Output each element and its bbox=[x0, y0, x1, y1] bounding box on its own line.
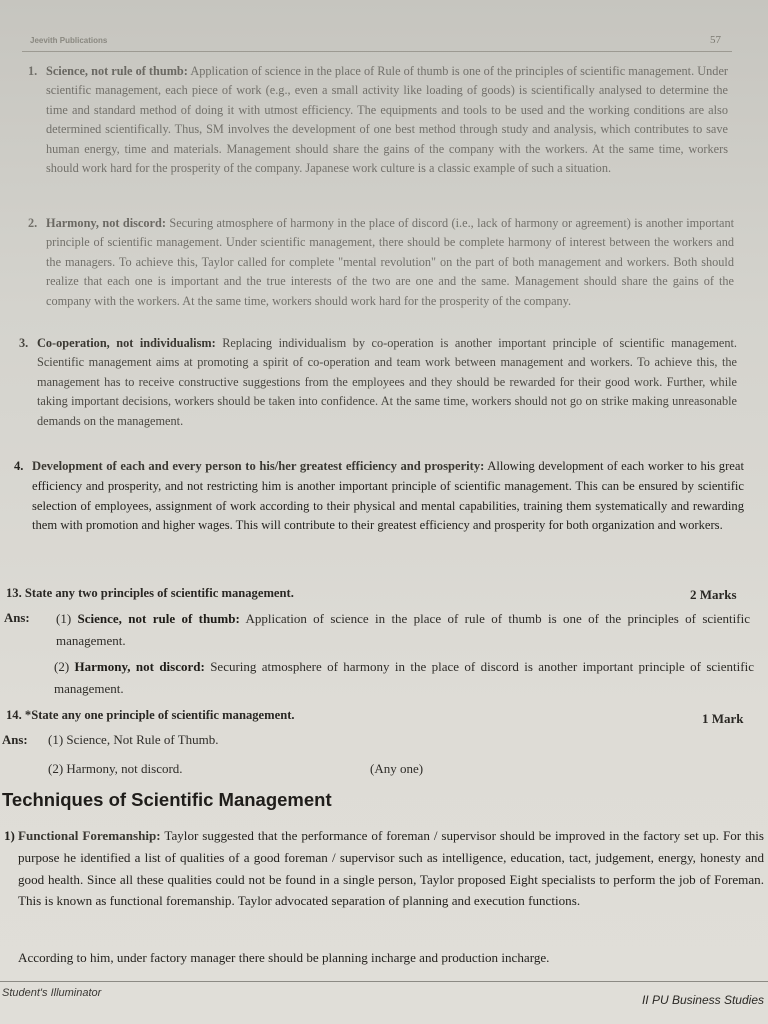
question-14-any-one: (Any one) bbox=[370, 761, 424, 776]
planning-incharge-para: According to him, under factory manager there should be planning incharge and production incharge. bbox=[18, 950, 550, 965]
answer-1-number: (1) bbox=[56, 611, 72, 626]
principle-1-title: Science, not rule of thumb: bbox=[46, 64, 188, 78]
principle-2-number: 2. bbox=[28, 216, 38, 230]
principle-2-body: Securing atmosphere of harmony in the place of discord (i.e., lack of harmony or agreement) is another important principle of scientific management. Under scientific management, there should be complete harmony of interest between the workers and the managers. To achieve this, Taylor called for complete "mental revolution" on the part of both management and workers. Both should realize that each one is important and the true interests of the two are one and the same. Management should share the gains of the company with the workers. At the same time, workers should work hard for the prosperity of the company. bbox=[46, 216, 735, 308]
question-14-answer-1: (1) Science, Not Rule of Thumb. bbox=[48, 732, 219, 747]
answer-2-title: Harmony, not discord: bbox=[74, 659, 205, 674]
question-14: 14. *State any one principle of scientific management. bbox=[6, 708, 295, 722]
principle-3-title: Co-operation, not individualism: bbox=[37, 336, 216, 350]
section-title: Techniques of Scientific Management bbox=[2, 789, 332, 810]
technique-1-body: Taylor suggested that the performance of foreman / supervisor should be improved in the factory set up. For this purpose he identified a list of qualities of a good foreman / supervisor such as intelligence, education, tact, judgement, energy, honesty and good health. Since all these qualities could not be found in a single person, Taylor proposed Eight specialists to perform the job of Foreman. This is known as functional foremanship. Taylor advocated separation of planning and execution functions. bbox=[18, 828, 764, 909]
principle-3-body: Replacing individualism by co-operation is another important principle of scientific management. Scientific management aims at promoting a spirit of co-operation and team work between management and workers. To achieve this, the management has to receive constructive suggestions from the employees and they should be rewarded for their good work. Further, while taking important decisions, workers should be taken into confidence. At the same time, workers should not go on strike making unreasonable demands on the management. bbox=[37, 336, 738, 428]
publisher-name: Jeevith Publications bbox=[30, 36, 108, 45]
question-14-marks: 1 Mark bbox=[702, 711, 744, 726]
principle-2 bbox=[28, 214, 735, 311]
principle-4 bbox=[14, 457, 744, 536]
principle-4-title: Development of each and every person to his/her greatest efficiency and prosperity: bbox=[32, 459, 485, 473]
answer-2-body: Securing atmosphere of harmony in the place of discord is another important principle of scientific management. bbox=[54, 659, 754, 696]
footer-divider bbox=[0, 981, 768, 982]
question-13-answer-2 bbox=[54, 656, 754, 700]
principle-2-title: Harmony, not discord: bbox=[46, 216, 166, 230]
answer-2-number: (2) bbox=[54, 659, 70, 674]
footer-subject: II PU Business Studies bbox=[641, 993, 764, 1007]
technique-1-number: 1) bbox=[4, 828, 15, 843]
principle-1-number: 1. bbox=[28, 64, 38, 78]
principle-4-body: Allowing development of each worker to his great efficiency and prosperity, and not restricting him is another important principle of scientific management. This can be ensured by scientific selection of employees, assignment of work according to their physical and mental capabilities, training them systematically and rewarding them with promotion and higher wages. This will contribute to their greatest efficiency and prosperity for both organization and workers. bbox=[32, 459, 744, 533]
question-14-answer-2: (2) Harmony, not discord. bbox=[48, 761, 183, 776]
answer-1-title: Science, not rule of thumb: bbox=[77, 611, 240, 626]
functional-foremanship-para bbox=[4, 825, 764, 912]
answer-1-body: Application of science in the place of rule of thumb is one of the principles of scientific management. bbox=[56, 611, 750, 648]
question-14-ans-label: Ans: bbox=[2, 733, 28, 747]
footer-book-name: Student's Illuminator bbox=[2, 987, 102, 999]
question-13-marks: 2 Marks bbox=[690, 587, 737, 602]
principle-3-number: 3. bbox=[19, 336, 29, 350]
principle-1-body: Application of science in the place of Rule of thumb is one of the principles of scientific management. Under scientific management, each piece of work (e.g., even a small activity like loading of goods) is scientifically analysed to determine the time and standard method of doing it with utmost efficiency. The equipments and tools to be used and the working conditions are also determined scientifically. Thus, SM involves the development of one best method through study and analysis, which contributes to save human energy, time and materials. Management should share the gains of the company with the workers. At the same time, workers should work hard for the prosperity of the company. Japanese work culture is a classic example of such a situation. bbox=[46, 64, 728, 176]
question-13-ans-label: Ans: bbox=[4, 611, 30, 625]
principle-4-number: 4. bbox=[14, 459, 24, 473]
question-13: 13. State any two principles of scientific management. bbox=[6, 586, 294, 600]
question-13-answer-1 bbox=[56, 608, 750, 652]
principle-1 bbox=[28, 62, 728, 178]
principle-3 bbox=[19, 334, 738, 431]
page-number: 57 bbox=[710, 34, 721, 46]
header-divider bbox=[22, 51, 732, 52]
technique-1-title: Functional Foremanship: bbox=[18, 828, 161, 843]
